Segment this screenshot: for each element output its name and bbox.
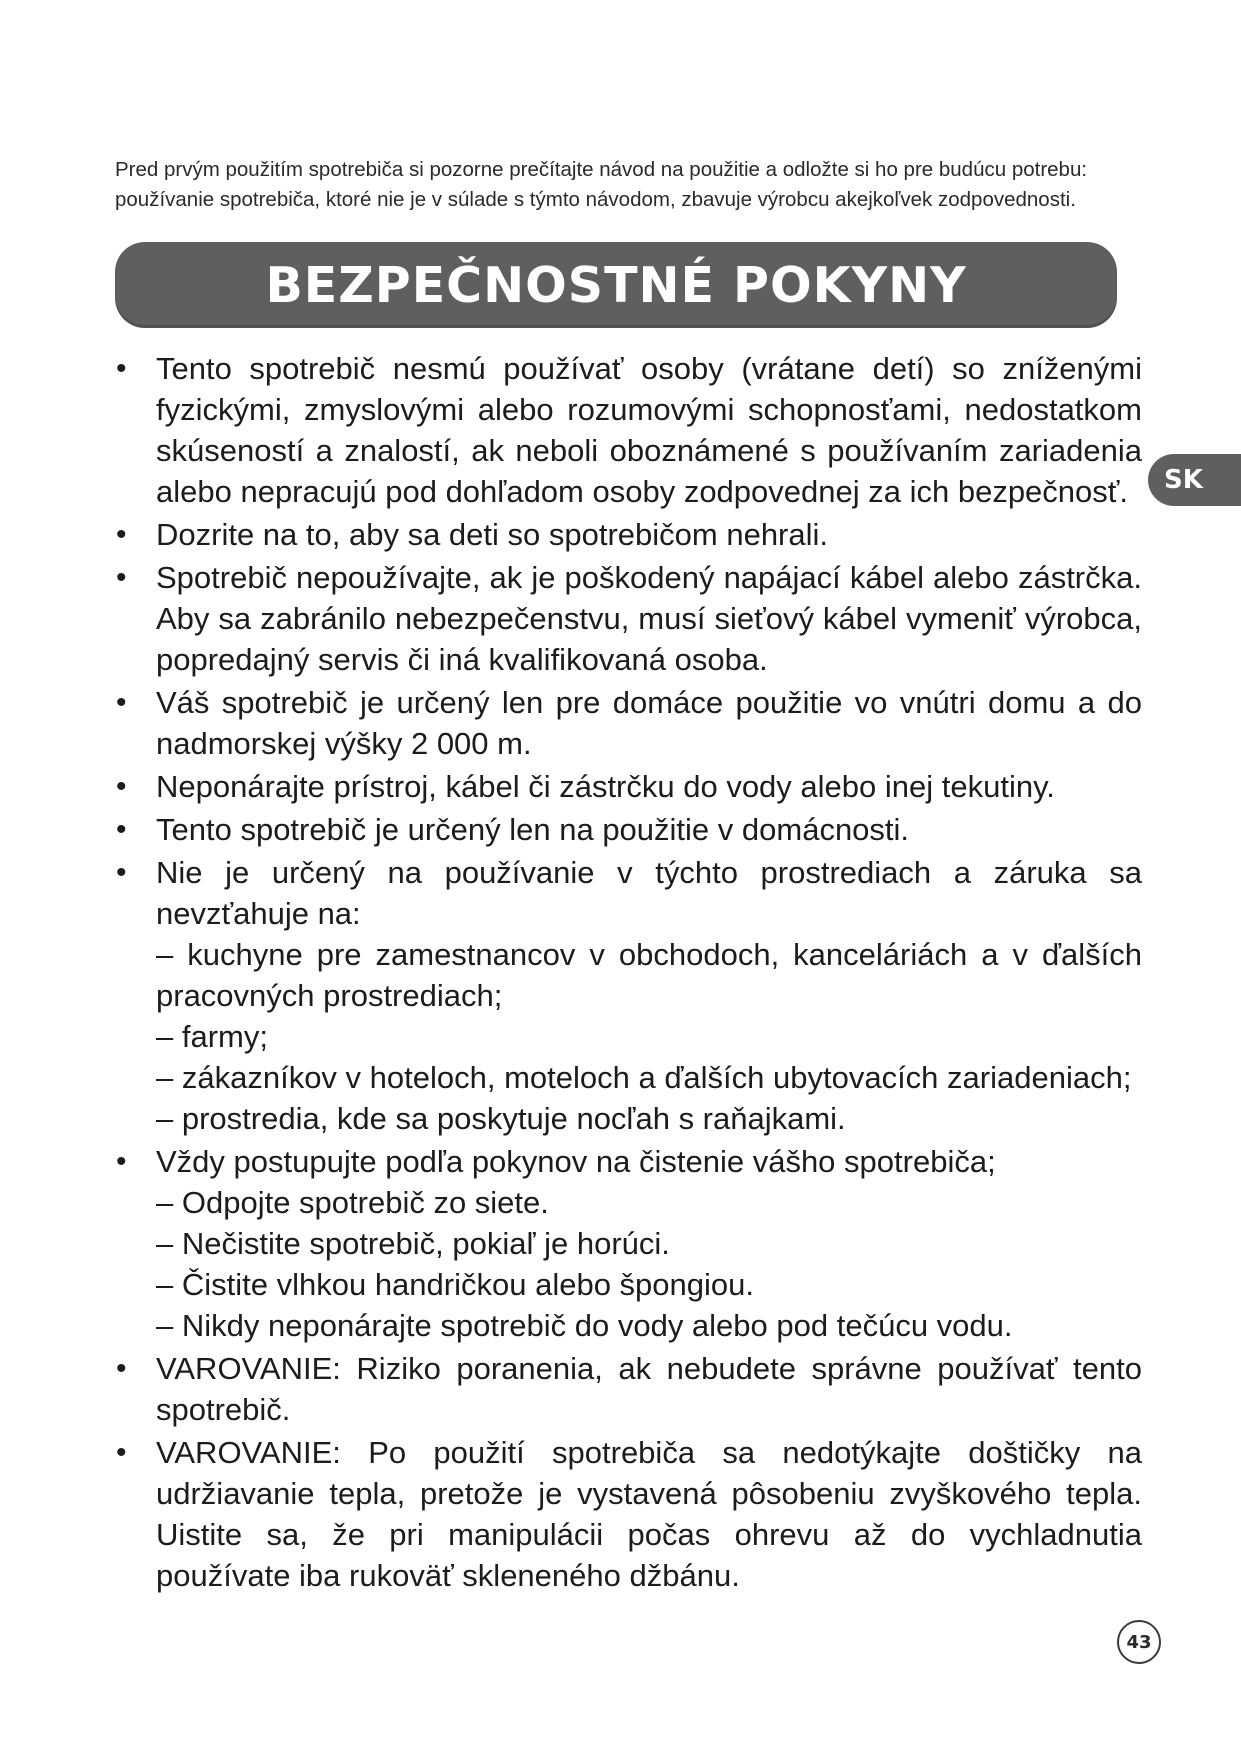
list-item — [112, 1432, 1142, 1596]
list-item — [112, 348, 1142, 512]
bullet-icon: • — [116, 1145, 127, 1178]
safety-instructions-list — [112, 348, 1142, 1598]
list-item-text: Nie je určený na používanie v týchto prostrediach a záruka sa nevzťahuje na: — [156, 855, 1142, 931]
sub-list-item: – Odpojte spotrebič zo siete. — [156, 1185, 549, 1220]
list-item — [112, 1141, 1142, 1346]
bullet-icon: • — [116, 561, 127, 594]
sub-list-item: – kuchyne pre zamestnancov v obchodoch, kanceláriách a v ďalších pracovných prostrediach; — [156, 937, 1142, 1013]
bullet-icon: • — [116, 856, 127, 889]
list-item — [112, 766, 1142, 807]
list-item-text: VAROVANIE: Po použití spotrebiča sa nedotýkajte doštičky na udržiavanie tepla, pretože je vystavená pôsobeniu zvyškového tepla. Uistite sa, že pri manipulácii počas ohrevu až do vychladnutia používate iba rukoväť skleneného džbánu. — [156, 1435, 1142, 1593]
language-code: SK — [1164, 465, 1203, 495]
section-banner — [115, 242, 1117, 328]
sub-list-item: – farmy; — [156, 1019, 268, 1054]
sub-list-item: – zákazníkov v hoteloch, moteloch a ďalších ubytovacích zariadeniach; — [156, 1060, 1132, 1095]
bullet-icon: • — [116, 1436, 127, 1469]
list-item — [112, 1348, 1142, 1430]
bullet-icon: • — [116, 686, 127, 719]
bullet-icon: • — [116, 813, 127, 846]
sub-list-item: – Nikdy neponárajte spotrebič do vody alebo pod tečúcu vodu. — [156, 1308, 1013, 1343]
list-item-text: VAROVANIE: Riziko poranenia, ak nebudete správne používať tento spotrebič. — [156, 1351, 1142, 1427]
bullet-icon: • — [116, 518, 127, 551]
list-item-text: Neponárajte prístroj, kábel či zástrčku do vody alebo inej tekutiny. — [156, 769, 1055, 804]
list-item-text: Dozrite na to, aby sa deti so spotrebičom nehrali. — [156, 517, 829, 552]
list-item-text: Spotrebič nepoužívajte, ak je poškodený napájací kábel alebo zástrčka. Aby sa zabránilo nebezpečenstvu, musí sieťový kábel vymeniť výrobca, popredajný servis či iná kvalifikovaná osoba. — [156, 560, 1142, 677]
language-tab — [1148, 454, 1241, 506]
list-item-text: Tento spotrebič nesmú používať osoby (vrátane detí) so zníženými fyzickými, zmyslovými alebo rozumovými schopnosťami, nedostatkom skúseností a znalostí, ak neboli oboznámené s používaním zariadenia alebo nepracujú pod dohľadom osoby zodpovednej za ich bezpečnosť. — [156, 351, 1142, 509]
page-number: 43 — [1117, 1620, 1161, 1664]
bullet-icon: • — [116, 352, 127, 385]
list-item — [112, 682, 1142, 764]
list-item — [112, 852, 1142, 1139]
bullet-icon: • — [116, 770, 127, 803]
sub-list-item: – prostredia, kde sa poskytuje nocľah s raňajkami. — [156, 1101, 846, 1136]
list-item — [112, 514, 1142, 555]
list-item-text: Vždy postupujte podľa pokynov na čistenie vášho spotrebiča; — [156, 1144, 996, 1179]
bullet-icon: • — [116, 1352, 127, 1385]
intro-paragraph: Pred prvým použitím spotrebiča si pozorne prečítajte návod na použitie a odložte si ho pre budúcu potrebu: používanie spotrebiča, ktoré nie je v súlade s týmto návodom, zbavuje výrobcu akejkoľvek zodpovednosti. — [115, 157, 1088, 211]
sub-list-item: – Nečistite spotrebič, pokiaľ je horúci. — [156, 1226, 670, 1261]
list-item-text: Váš spotrebič je určený len pre domáce použitie vo vnútri domu a do nadmorskej výšky 2 000 m. — [156, 685, 1142, 761]
sub-list-item: – Čistite vlhkou handričkou alebo špongiou. — [156, 1267, 754, 1302]
list-item — [112, 557, 1142, 680]
list-item — [112, 809, 1142, 850]
section-title: BEZPEČNOSTNÉ POKYNY — [265, 256, 967, 314]
list-item-text: Tento spotrebič je určený len na použitie v domácnosti. — [156, 812, 910, 847]
